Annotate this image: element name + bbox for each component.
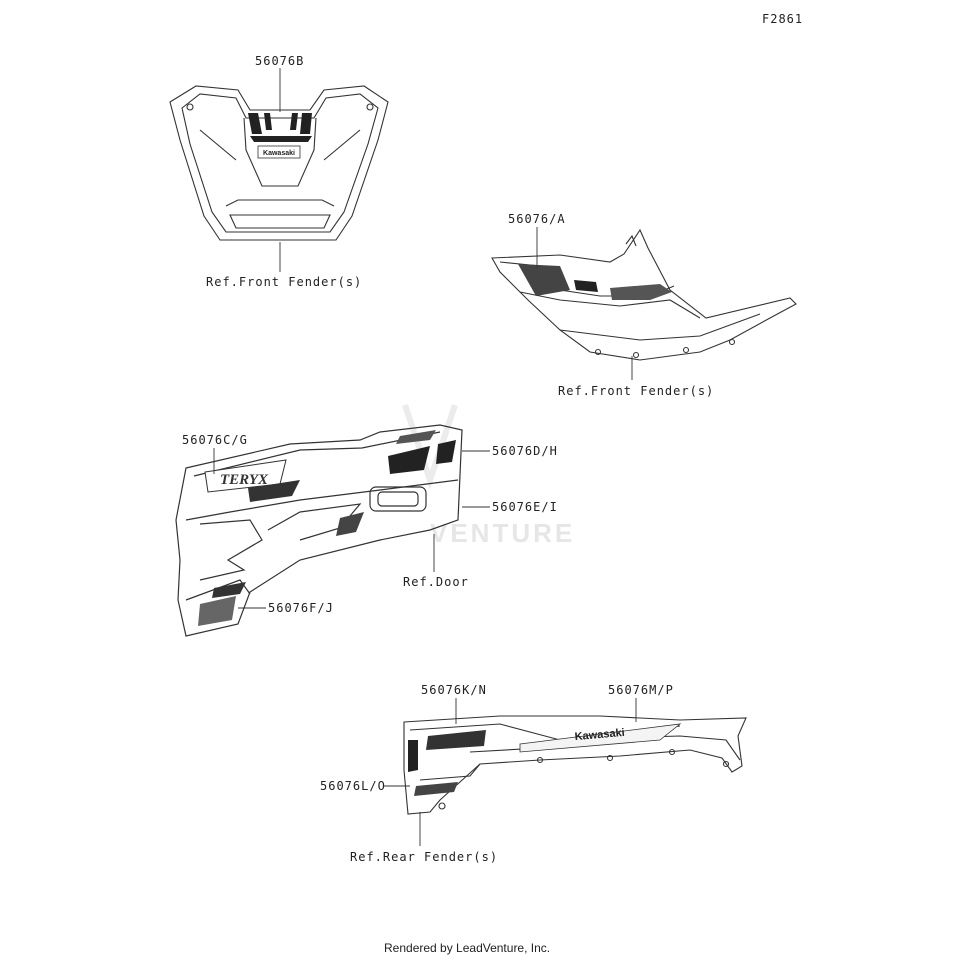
hood-brand-text: Kawasaki [263,150,295,157]
front-hood-part [170,86,388,240]
side-fender-decal [518,264,672,300]
ref-label-front-fender-2: Ref.Front Fender(s) [558,384,715,398]
part-label-56076A[interactable]: 56076/A [508,212,566,226]
part-label-56076DH[interactable]: 56076D/H [492,444,558,458]
part-label-56076EI[interactable]: 56076E/I [492,500,558,514]
hood-decal-stripes [248,113,312,142]
door-decals [198,430,456,626]
part-label-56076LO[interactable]: 56076L/O [320,779,386,793]
door-model-text: TERYX [219,472,269,488]
figure-code: F2861 [762,12,804,26]
ref-label-rear-fender: Ref.Rear Fender(s) [350,850,499,864]
part-label-56076FJ[interactable]: 56076F/J [268,601,334,615]
watermark-text: VENTURE [430,518,576,548]
ref-label-front-fender-1: Ref.Front Fender(s) [206,275,363,289]
rear-brand-text: Kawasaki [574,726,626,744]
ref-label-door: Ref.Door [403,575,469,589]
part-label-56076KN[interactable]: 56076K/N [421,683,487,697]
part-label-56076B[interactable]: 56076B [255,54,305,68]
footer-credit: Rendered by LeadVenture, Inc. [384,941,551,955]
part-label-56076CG[interactable]: 56076C/G [182,433,248,447]
part-label-56076MP[interactable]: 56076M/P [608,683,674,697]
